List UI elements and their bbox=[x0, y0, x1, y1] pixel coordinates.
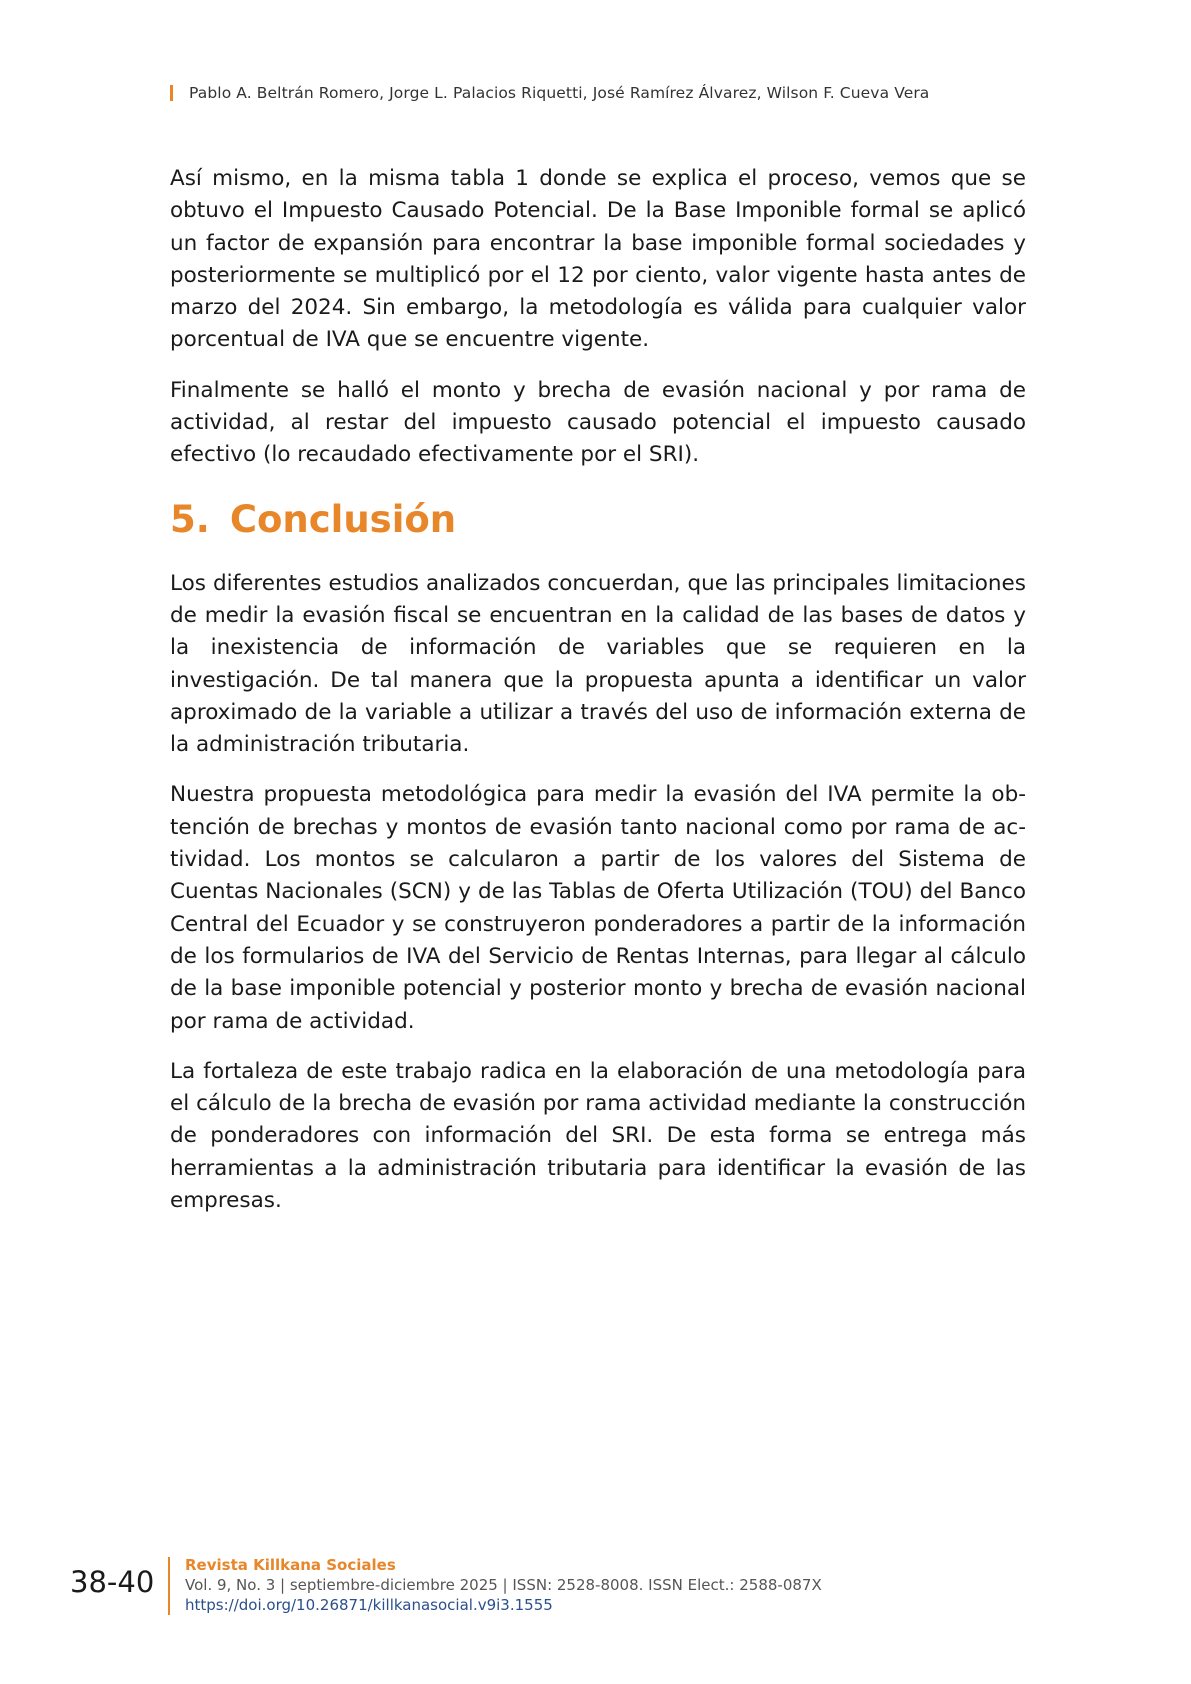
journal-name: Revista Killkana Sociales bbox=[185, 1556, 396, 1574]
body-paragraph: Los diferentes estudios analizados concuerdan, que las principales limitaciones de medir la evasión fiscal se encuentran en la calidad de las bases de datos y la inexistencia de información de variables que se requieren en la investigación. De tal manera que la propuesta apunta a identificar un valor aproximado de la variable a utilizar a través del uso de información externa de la administración tributaria. bbox=[170, 570, 1026, 758]
volume-info: Vol. 9, No. 3 | septiembre-diciembre 2025 | ISSN: 2528-8008. ISSN Elect.: 2588-087X bbox=[185, 1576, 822, 1594]
footer-journal-info bbox=[185, 1555, 822, 1615]
body-paragraph: Finalmente se halló el monto y brecha de evasión nacional y por rama de actividad, al restar del impuesto causado potencial el impuesto causado efectivo (lo recaudado efectivamente por el SRI). bbox=[170, 377, 1026, 468]
footer-accent-bar bbox=[168, 1557, 170, 1615]
page-number: 38-40 bbox=[70, 1565, 155, 1599]
body-paragraph: Así mismo, en la misma tabla 1 donde se explica el proceso, vemos que se obtuvo el Impuesto Causado Potencial. De la Base Imponible formal se aplicó un factor de expansión para encontrar la base imponible formal sociedades y posteriormente se multiplicó por el 12 por ciento, valor vigente hasta antes de marzo del 2024. Sin embargo, la metodología es válida para cualquier valor porcentual de IVA que se encuentre vigente. bbox=[170, 166, 1026, 353]
body-paragraph: Nuestra propuesta metodológica para medir la evasión del IVA permite la obtención de brechas y montos de evasión tanto nacional como por rama de actividad. Los montos se calcularon a partir de los valores del Sistema de Cuentas Nacionales (SCN) y de las Tablas de Oferta Utilización (TOU) del Banco Central del Ecuador y se construyeron ponderadores a partir de la información de los formularios de IVA del Servicio de Rentas Internas, para llegar al cálculo de la base imponible potencial y posterior monto y brecha de evasión nacional por rama de actividad. bbox=[170, 782, 1026, 1034]
header-authors: Pablo A. Beltrán Romero, Jorge L. Palacios Riquetti, José Ramírez Álvarez, Wilson F. Cueva Vera bbox=[189, 84, 930, 102]
running-header bbox=[170, 84, 929, 102]
section-number: 5. bbox=[170, 497, 210, 541]
page-footer bbox=[70, 1555, 822, 1615]
body-paragraph: La fortaleza de este trabajo radica en la elaboración de una metodología para el cálculo de la brecha de evasión por rama actividad mediante la construcción de ponderadores con información del SRI. De esta forma se entrega más herramientas a la administración tributaria para identificar la evasión de las empresas. bbox=[170, 1058, 1026, 1214]
section-heading bbox=[170, 498, 1026, 542]
main-content bbox=[170, 163, 1026, 1235]
doi-link[interactable]: https://doi.org/10.26871/killkanasocial.v9i3.1555 bbox=[185, 1596, 553, 1614]
section-title: Conclusión bbox=[229, 497, 457, 541]
header-accent-bar bbox=[170, 85, 173, 101]
